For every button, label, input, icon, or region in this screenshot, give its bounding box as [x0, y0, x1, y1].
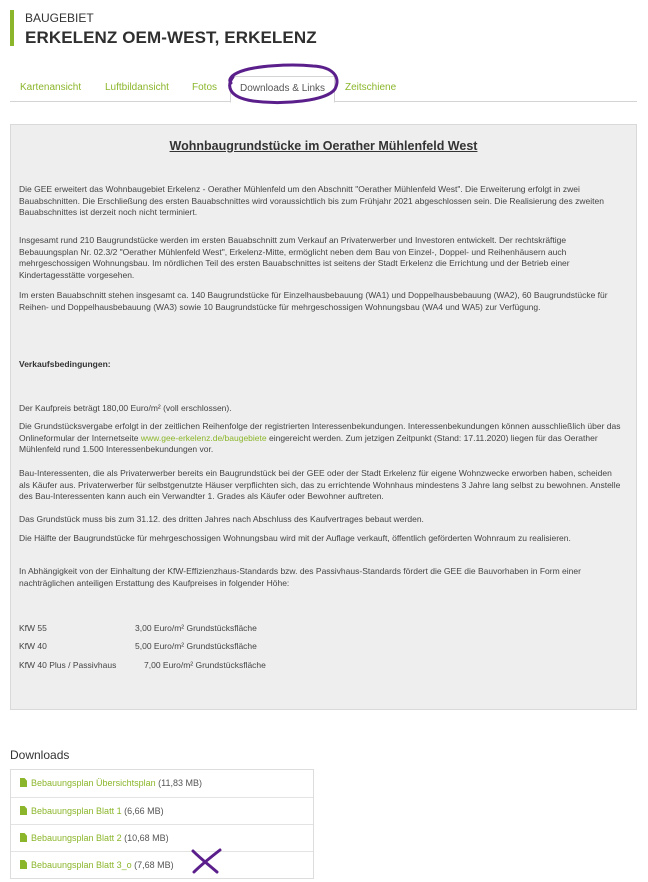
file-size: (7,68 MB) [134, 860, 174, 870]
tab-bar [10, 76, 637, 102]
tab-downloads-links[interactable]: Downloads & Links [230, 76, 335, 103]
downloads-heading: Downloads [10, 748, 70, 762]
file-size: (11,83 MB) [158, 778, 202, 788]
plots-paragraph: Im ersten Bauabschnitt stehen insgesamt ca. 140 Baugrundstücke für Einzelhausbebauung (WA1) und Doppelhausbebauung (WA2), 60 Baugrundstücke für Reihen- und Doppelhausbebauung (WA3) sowie 10 Baugrundstücke für mehrgeschossigen Wohnungsbau (WA4 und WA5) zur Verfügung. [19, 290, 608, 312]
baugebiete-link[interactable]: www.gee-erkelenz.de/baugebiete [140, 432, 267, 443]
download-link[interactable]: Bebauungsplan Blatt 1 [31, 806, 122, 816]
area-type-label: BAUGEBIET [25, 11, 94, 25]
download-item [11, 797, 313, 824]
build-deadline-paragraph: Das Grundstück muss bis zum 31.12. des dritten Jahres nach Abschluss des Kaufvertrages bebaut werden. [19, 514, 424, 524]
download-link[interactable]: Bebauungsplan Übersichtsplan [31, 778, 156, 788]
file-size: (6,66 MB) [124, 806, 164, 816]
tab-zeitschiene[interactable]: Zeitschiene [345, 82, 397, 93]
page-header [10, 10, 370, 46]
tab-luftbildansicht[interactable]: Luftbildansicht [105, 82, 169, 93]
buyer-conditions-paragraph: Bau-Interessenten, die als Privaterwerber bereits ein Baugrundstück bei der GEE oder der Stadt Erkelenz für eigene Wohnzwecke erworben haben, scheiden als Käufer aus. Privaterwerber für selbstgenutzte Häuser verpflichten sich, das zu errichtende Wohnhaus mindestens 3 Jahre lang selbst zu bewohnen. Anstelle des Bau-Interessenten kann auch ein Verwandter 1. Grades als Käufer oder Bewohner auftreten. [19, 468, 621, 501]
download-item [11, 851, 313, 878]
download-link[interactable]: Bebauungsplan Blatt 2 [31, 833, 122, 843]
file-icon [20, 806, 27, 815]
file-icon [20, 860, 27, 869]
kfw-value: 7,00 Euro/m² Grundstücksfläche [144, 660, 266, 670]
download-item [11, 824, 313, 851]
tab-kartenansicht[interactable]: Kartenansicht [20, 82, 82, 93]
file-size: (10,68 MB) [124, 833, 169, 843]
panel-title: Wohnbaugrundstücke im Oerather Mühlenfeld West [169, 139, 478, 153]
content-panel [10, 124, 637, 710]
kfw-value: 5,00 Euro/m² Grundstücksfläche [135, 641, 257, 651]
downloads-list [10, 769, 314, 879]
conditions-heading: Verkaufsbedingungen: [19, 359, 111, 369]
kfw-intro-paragraph: In Abhängigkeit von der Einhaltung der KfW-Effizienzhaus-Standards bzw. des Passivhaus-Standards fördert die GEE die Bauvorhaben in Form einer nachträglichen anteiligen Erstattung des Kaufpreises in folgender Höhe: [19, 566, 581, 588]
kfw-label: KfW 55 [19, 623, 47, 633]
tab-fotos[interactable]: Fotos [192, 82, 218, 93]
subsidized-housing-paragraph: Die Hälfte der Baugrundstücke für mehrgeschossigen Wohnungsbau wird mit der Auflage verkauft, öffentlich geförderten Wohnraum zu realisieren. [19, 533, 571, 543]
price-paragraph: Der Kaufpreis beträgt 180,00 Euro/m² (voll erschlossen). [19, 403, 232, 413]
development-paragraph: Insgesamt rund 210 Baugrundstücke werden im ersten Bauabschnitt zum Verkauf an Privaterwerber und Investoren entwickelt. Der rechtskräftige Bebauungsplan Nr. 02.3/2 "Oerather Mühlenfeld West", Erkelenz-Mitte, ermöglicht neben dem Bau von Einzel-, Doppel- und Reihenhäusern auch mehrgeschossigen Wohnungsbau. Im nördlichen Teil des ersten Bauabschnittes ist seitens der Stadt Erkelenz die Errichtung und der Betrieb einer Kindertagesstätte vorgesehen. [19, 235, 570, 280]
allocation-paragraph: Die Grundstücksvergabe erfolgt in der zeitlichen Reihenfolge der registrierten Interessenbekundungen. Interessenbekundungen können ausschließlich über das Onlineformular der Internetseite www.gee-erkelenz.de/baugebiete eingereicht werden. Zum jetzigen Zeitpunkt (Stand: 17.11.2020) liegen für das Oerather Mühlenfeld rund 1.500 Interessenbekundungen vor. [19, 421, 621, 454]
download-item [11, 770, 313, 797]
file-icon [20, 778, 27, 787]
kfw-label: KfW 40 Plus / Passivhaus [19, 660, 117, 670]
download-link[interactable]: Bebauungsplan Blatt 3_o [31, 860, 132, 870]
intro-paragraph: Die GEE erweitert das Wohnbaugebiet Erkelenz - Oerather Mühlenfeld um den Abschnitt "Oerather Mühlenfeld West". Die Erweiterung erfolgt in zwei Bauabschnitten. Die Erschließung des ersten Bauabschnittes wird voraussichtlich bis zum Frühjahr 2021 abgeschlossen sein. Die Realisierung des zweiten Bauabschnittes ist derzeit noch nicht terminiert. [19, 184, 604, 217]
kfw-value: 3,00 Euro/m² Grundstücksfläche [135, 623, 257, 633]
file-icon [20, 833, 27, 842]
page-title: ERKELENZ OEM-WEST, ERKELENZ [25, 28, 317, 47]
kfw-label: KfW 40 [19, 641, 47, 651]
